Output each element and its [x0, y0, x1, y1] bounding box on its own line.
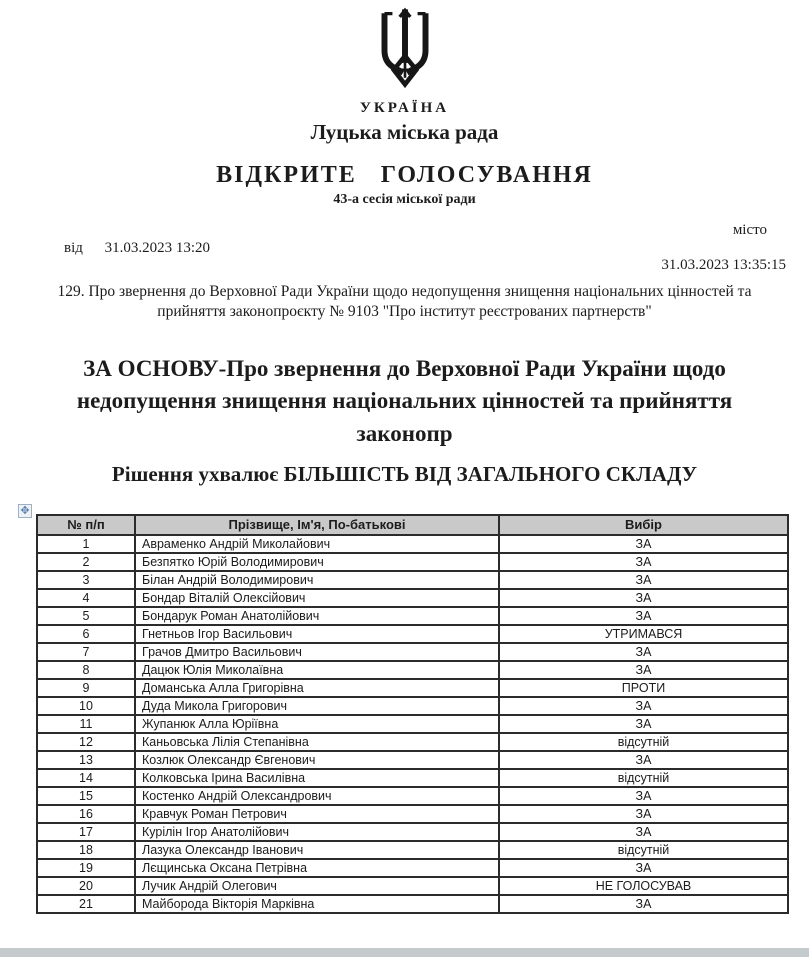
vote-value: ЗА [499, 823, 788, 841]
deputy-name: Безпятко Юрій Володимирович [135, 553, 499, 571]
decision-rule: Рішення ухвалює БІЛЬШІСТЬ ВІД ЗАГАЛЬНОГО СКЛАДУ [111, 461, 698, 486]
table-row [37, 877, 788, 895]
row-number: 14 [37, 769, 135, 787]
vote-value: ЗА [499, 571, 788, 589]
table-row [37, 859, 788, 877]
header-row [37, 515, 788, 535]
table-row [37, 805, 788, 823]
vote-value: ЗА [499, 859, 788, 877]
meta-block [0, 222, 809, 274]
row-number: 3 [37, 571, 135, 589]
vote-value: ЗА [499, 643, 788, 661]
row-number: 21 [37, 895, 135, 913]
deputy-name: Бондар Віталій Олексійович [135, 589, 499, 607]
emblem-container [0, 0, 809, 145]
row-number: 4 [37, 589, 135, 607]
deputy-name: Лєщинська Оксана Петрівна [135, 859, 499, 877]
vote-value: відсутній [499, 733, 788, 751]
deputy-name: Дуда Микола Григорович [135, 697, 499, 715]
deputy-name: Колковська Ірина Василівна [135, 769, 499, 787]
table-row [37, 661, 788, 679]
vote-value: відсутній [499, 769, 788, 787]
deputy-name: Дацюк Юлія Миколаївна [135, 661, 499, 679]
table-row [37, 715, 788, 733]
table-row [37, 787, 788, 805]
vote-value: ЗА [499, 535, 788, 553]
deputy-name: Авраменко Андрій Миколайович [135, 535, 499, 553]
from-label: від [64, 240, 83, 256]
deputy-name: Лазука Олександр Іванович [135, 841, 499, 859]
result-timestamp: 31.03.2023 13:35:15 [661, 257, 786, 273]
vote-value: ЗА [499, 895, 788, 913]
vote-value: ЗА [499, 661, 788, 679]
table-row [37, 625, 788, 643]
vote-value: УТРИМАВСЯ [499, 625, 788, 643]
page-edge-strip [0, 948, 809, 957]
vote-value: НЕ ГОЛОСУВАВ [499, 877, 788, 895]
table-row [37, 589, 788, 607]
council-name: Луцька міська рада [310, 120, 499, 144]
row-number: 10 [37, 697, 135, 715]
deputy-name: Кравчук Роман Петрович [135, 805, 499, 823]
voting-table [36, 514, 789, 914]
row-number: 6 [37, 625, 135, 643]
table-row [37, 535, 788, 553]
row-number: 11 [37, 715, 135, 733]
place-label: місто [732, 222, 767, 238]
deputy-name: Гнетньов Ігор Васильович [135, 625, 499, 643]
vote-value: ЗА [499, 553, 788, 571]
deputy-name: Жупанюк Алла Юріївна [135, 715, 499, 733]
deputy-name: Козлюк Олександр Євгенович [135, 751, 499, 769]
table-row [37, 553, 788, 571]
row-number: 19 [37, 859, 135, 877]
table-row [37, 823, 788, 841]
table-row [37, 697, 788, 715]
document-title: ВІДКРИТЕ ГОЛОСУВАННЯ [216, 162, 593, 188]
table-row [37, 751, 788, 769]
deputy-name: Доманська Алла Григорівна [135, 679, 499, 697]
table-row [37, 607, 788, 625]
agenda-text: Про звернення до Верховної Ради України щодо недопущення знищення національних цінностей та прийняття законопроєкту № 9103 "Про інститут реєстрованих партнерств" [88, 283, 752, 320]
deputy-name: Лучик Андрій Олегович [135, 877, 499, 895]
ukraine-trident-emblem-icon [361, 80, 449, 97]
row-number: 9 [37, 679, 135, 697]
deputy-name: Каньовська Лілія Степанівна [135, 733, 499, 751]
vote-value: ЗА [499, 697, 788, 715]
row-number: 17 [37, 823, 135, 841]
row-number: 20 [37, 877, 135, 895]
row-number: 2 [37, 553, 135, 571]
vote-value: ЗА [499, 589, 788, 607]
vote-value: ЗА [499, 751, 788, 769]
voting-table-head [37, 515, 788, 535]
table-row [37, 571, 788, 589]
row-number: 18 [37, 841, 135, 859]
header-number: № п/п [37, 515, 135, 535]
session-subtitle: 43-а сесія міської ради [333, 192, 476, 207]
country-label: УКРАЇНА [359, 100, 450, 116]
vote-value: ЗА [499, 715, 788, 733]
voting-table-area [20, 504, 787, 914]
vote-value: ЗА [499, 607, 788, 625]
voting-subject-title: ЗА ОСНОВУ-Про звернення до Верховної Ради України щодо недопущення знищення національних цінностей та прийняття законопр [76, 355, 733, 446]
deputy-name: Білан Андрій Володимирович [135, 571, 499, 589]
table-row [37, 643, 788, 661]
row-number: 1 [37, 535, 135, 553]
agenda-item [35, 282, 775, 322]
table-row [37, 895, 788, 913]
agenda-number: 129. [57, 283, 85, 300]
vote-value: ЗА [499, 805, 788, 823]
row-number: 15 [37, 787, 135, 805]
deputy-name: Майборода Вікторія Марківна [135, 895, 499, 913]
table-row [37, 679, 788, 697]
deputy-name: Бондарук Роман Анатолійович [135, 607, 499, 625]
table-row [37, 841, 788, 859]
vote-value: відсутній [499, 841, 788, 859]
header-name: Прізвище, Ім'я, По-батькові [135, 515, 499, 535]
vote-datetime: 31.03.2023 13:20 [104, 240, 211, 256]
row-number: 16 [37, 805, 135, 823]
header-vote: Вибір [499, 515, 788, 535]
row-number: 8 [37, 661, 135, 679]
vote-value: ЗА [499, 787, 788, 805]
table-move-handle-icon[interactable]: ✥ [18, 504, 32, 518]
voting-table-body [37, 535, 788, 913]
deputy-name: Грачов Дмитро Васильович [135, 643, 499, 661]
vote-datetime-line [0, 240, 809, 257]
row-number: 5 [37, 607, 135, 625]
deputy-name: Костенко Андрій Олександрович [135, 787, 499, 805]
deputy-name: Курілін Ігор Анатолійович [135, 823, 499, 841]
vote-value: ПРОТИ [499, 679, 788, 697]
row-number: 12 [37, 733, 135, 751]
row-number: 13 [37, 751, 135, 769]
table-row [37, 769, 788, 787]
row-number: 7 [37, 643, 135, 661]
table-row [37, 733, 788, 751]
